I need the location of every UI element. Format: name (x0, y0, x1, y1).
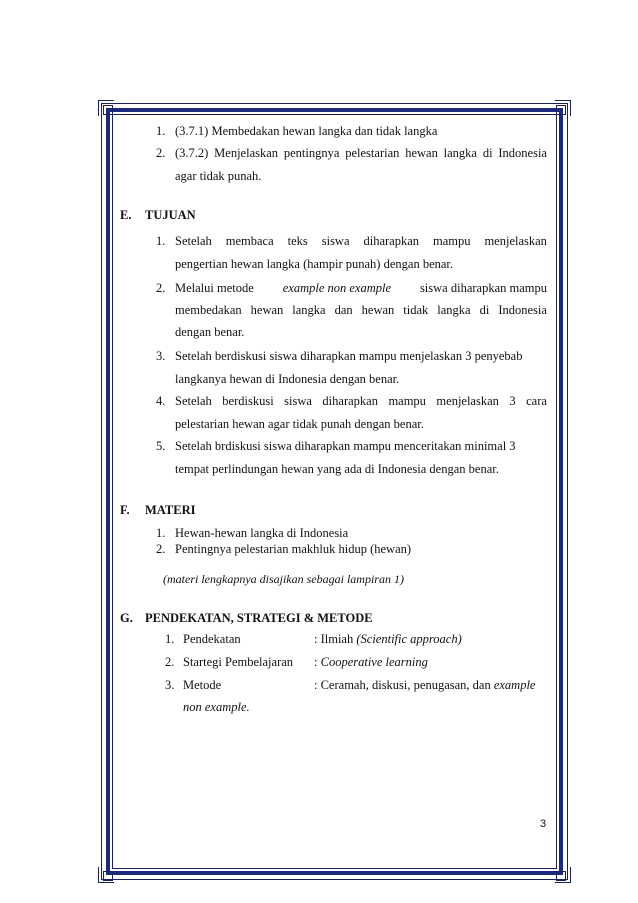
border-corner-ornament (555, 867, 571, 883)
objective-text: Melalui metode example non example siswa diharapkan mampu (175, 281, 547, 295)
section-heading: MATERI (145, 503, 196, 517)
indicator-text: (3.7.2) Menjelaskan pentingnya pelestarian hewan langka di Indonesia (175, 146, 547, 160)
objective-text: pengertian hewan langka (hampir punah) dengan benar. (175, 257, 454, 271)
list-number: 2. (156, 542, 166, 556)
objective-text: Setelah brdiskusi siswa diharapkan mampu menceritakan minimal 3 (175, 439, 516, 453)
border-corner-ornament (98, 100, 114, 116)
list-number: 3. (165, 678, 175, 692)
section-letter: E. (120, 208, 132, 222)
list-number: 3. (156, 349, 166, 363)
objective-text: tempat perlindungan hewan yang ada di Indonesia dengan benar. (175, 462, 499, 476)
approach-value-continued: non example. (183, 700, 250, 714)
list-number: 2. (165, 655, 175, 669)
section-heading: PENDEKATAN, STRATEGI & METODE (145, 611, 373, 625)
materi-note: (materi lengkapnya disajikan sebagai lampiran 1) (163, 572, 404, 586)
indicator-text: (3.7.1) Membedakan hewan langka dan tidak langka (175, 124, 438, 138)
objective-text: Setelah membaca teks siswa diharapkan mampu menjelaskan (175, 234, 547, 248)
page-border-inner (112, 114, 557, 869)
list-number: 5. (156, 439, 166, 453)
objective-text: Setelah berdiskusi siswa diharapkan mampu menjelaskan 3 cara (175, 394, 547, 408)
objective-text: Setelah berdiskusi siswa diharapkan mampu menjelaskan 3 penyebab (175, 349, 523, 363)
approach-label: Startegi Pembelajaran (183, 655, 294, 669)
list-number: 1. (156, 526, 166, 540)
approach-label: Pendekatan (183, 632, 241, 646)
materi-item: Hewan-hewan langka di Indonesia (175, 526, 349, 540)
approach-value: : Ceramah, diskusi, penugasan, dan example (314, 678, 536, 692)
border-corner-ornament (555, 100, 571, 116)
section-heading: TUJUAN (145, 208, 196, 222)
objective-text: pelestarian hewan agar tidak punah dengan benar. (175, 417, 424, 431)
objective-text: membedakan hewan langka dan hewan tidak langka di Indonesia (175, 303, 547, 317)
border-corner-ornament (98, 867, 114, 883)
approach-value: : Ilmiah (Scientific approach) (314, 632, 462, 646)
list-number: 2. (156, 146, 166, 160)
page-number: 3 (540, 818, 547, 830)
list-number: 4. (156, 394, 166, 408)
list-number: 1. (165, 632, 175, 646)
section-letter: F. (120, 503, 130, 517)
materi-item: Pentingnya pelestarian makhluk hidup (hewan) (175, 542, 412, 556)
objective-text: langkanya hewan di Indonesia dengan benar. (175, 372, 400, 386)
approach-value: : Cooperative learning (314, 655, 428, 669)
approach-label: Metode (183, 678, 222, 692)
list-number: 1. (156, 124, 166, 138)
list-number: 2. (156, 281, 166, 295)
list-number: 1. (156, 234, 166, 248)
objective-text: dengan benar. (175, 325, 245, 339)
indicator-text: agar tidak punah. (175, 169, 262, 183)
section-letter: G. (120, 611, 133, 625)
